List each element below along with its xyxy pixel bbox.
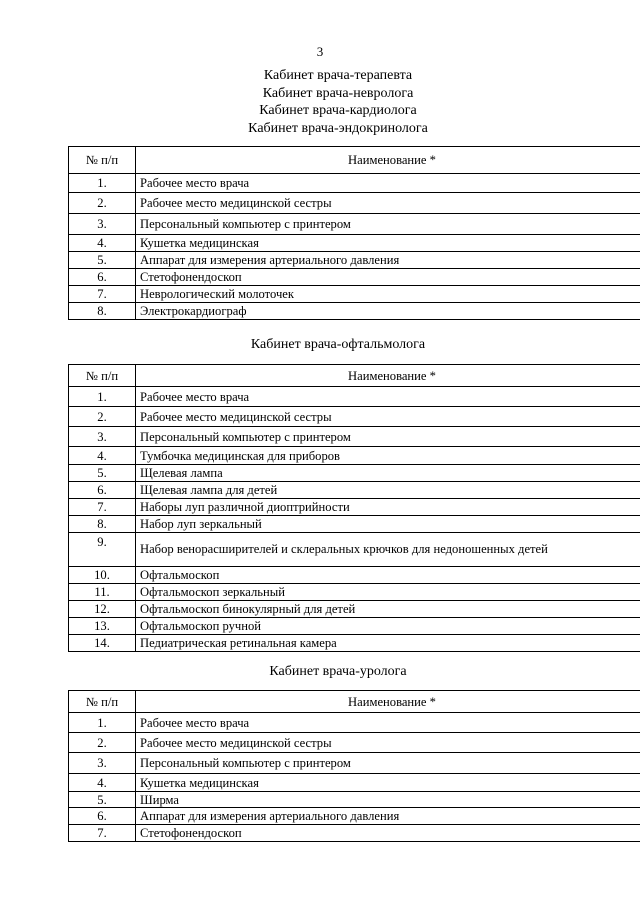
row-name: Тумбочка медицинская для приборов <box>136 447 640 465</box>
row-num: 5. <box>69 792 136 808</box>
row-num: 8. <box>69 303 136 320</box>
row-num: 7. <box>69 825 136 842</box>
table-row <box>69 482 640 499</box>
row-name: Персональный компьютер с принтером <box>136 753 640 774</box>
row-name: Рабочее место врача <box>136 387 640 407</box>
table-row <box>69 516 640 533</box>
table-row <box>69 174 640 193</box>
table-row <box>69 214 640 235</box>
row-name: Неврологический молоточек <box>136 286 640 303</box>
row-name: Набор луп зеркальный <box>136 516 640 533</box>
table-row <box>69 808 640 825</box>
row-name: Щелевая лампа для детей <box>136 482 640 499</box>
table-row <box>69 193 640 214</box>
row-name: Рабочее место медицинской сестры <box>136 407 640 427</box>
header-name: Наименование * <box>136 691 640 713</box>
row-name: Аппарат для измерения артериального давления <box>136 252 640 269</box>
table-row <box>69 733 640 753</box>
page-number: 3 <box>316 44 324 59</box>
table-row <box>69 235 640 252</box>
table-row <box>69 499 640 516</box>
row-num: 3. <box>69 214 136 235</box>
header-num: № п/п <box>69 147 136 174</box>
table-row <box>69 252 640 269</box>
section-title: Кабинет врача-офтальмолога <box>250 337 426 352</box>
row-name: Кушетка медицинская <box>136 774 640 792</box>
row-num: 4. <box>69 447 136 465</box>
header-name: Наименование * <box>136 365 640 387</box>
table-header-row <box>69 147 640 174</box>
row-name: Рабочее место медицинской сестры <box>136 733 640 753</box>
table-row <box>69 427 640 447</box>
row-num: 2. <box>69 733 136 753</box>
table-row <box>69 774 640 792</box>
row-num: 9. <box>69 533 136 567</box>
header-num: № п/п <box>69 365 136 387</box>
row-num: 2. <box>69 407 136 427</box>
row-name: Офтальмоскоп <box>136 567 640 584</box>
table-row <box>69 635 640 652</box>
table-row <box>69 825 640 842</box>
row-name: Педиатрическая ретинальная камера <box>136 635 640 652</box>
table-row <box>69 567 640 584</box>
row-name: Персональный компьютер с принтером <box>136 427 640 447</box>
table-row <box>69 387 640 407</box>
row-name: Стетофонендоскоп <box>136 825 640 842</box>
row-num: 5. <box>69 252 136 269</box>
row-num: 4. <box>69 235 136 252</box>
row-num: 6. <box>69 808 136 825</box>
row-num: 7. <box>69 286 136 303</box>
section-title: Кабинет врача-терапевта <box>263 68 413 83</box>
row-name: Офтальмоскоп ручной <box>136 618 640 635</box>
section-1-titles <box>0 67 640 137</box>
table-row <box>69 533 640 567</box>
row-name: Офтальмоскоп зеркальный <box>136 584 640 601</box>
table-row <box>69 269 640 286</box>
row-num: 5. <box>69 465 136 482</box>
header-name: Наименование * <box>136 147 640 174</box>
row-num: 3. <box>69 753 136 774</box>
table-row <box>69 753 640 774</box>
row-num: 4. <box>69 774 136 792</box>
row-name: Ширма <box>136 792 640 808</box>
section-title: Кабинет врача-уролога <box>269 664 407 679</box>
table-row <box>69 618 640 635</box>
row-num: 13. <box>69 618 136 635</box>
row-num: 12. <box>69 601 136 618</box>
row-num: 1. <box>69 387 136 407</box>
section-title: Кабинет врача-невролога <box>262 85 414 101</box>
table-row <box>69 584 640 601</box>
table-row <box>69 407 640 427</box>
row-name: Аппарат для измерения артериального давления <box>136 808 640 825</box>
equipment-table-ophthalmologist <box>68 364 640 652</box>
table-row <box>69 303 640 320</box>
table-header-row <box>69 691 640 713</box>
section-3-titles <box>0 663 640 681</box>
row-num: 14. <box>69 635 136 652</box>
row-num: 3. <box>69 427 136 447</box>
row-name: Щелевая лампа <box>136 465 640 482</box>
row-name: Персональный компьютер с принтером <box>136 214 640 235</box>
row-num: 1. <box>69 713 136 733</box>
table-row <box>69 465 640 482</box>
row-num: 8. <box>69 516 136 533</box>
row-name: Рабочее место врача <box>136 713 640 733</box>
row-name: Наборы луп различной диоптрийности <box>136 499 640 516</box>
table-row <box>69 447 640 465</box>
equipment-table-urologist <box>68 690 640 842</box>
section-title: Кабинет врача-эндокринолога <box>248 120 428 136</box>
row-num: 6. <box>69 482 136 499</box>
row-name: Рабочее место медицинской сестры <box>136 193 640 214</box>
header-num: № п/п <box>69 691 136 713</box>
equipment-table-therapist <box>68 146 640 320</box>
table-row <box>69 713 640 733</box>
row-num: 7. <box>69 499 136 516</box>
row-name: Кушетка медицинская <box>136 235 640 252</box>
table-row <box>69 792 640 808</box>
section-title: Кабинет врача-кардиолога <box>259 103 417 118</box>
row-num: 6. <box>69 269 136 286</box>
row-num: 1. <box>69 174 136 193</box>
row-num: 11. <box>69 584 136 601</box>
row-name: Набор венорасширителей и склеральных крючков для недоношенных детей <box>136 533 640 567</box>
table-row <box>69 286 640 303</box>
row-name: Стетофонендоскоп <box>136 269 640 286</box>
table-header-row <box>69 365 640 387</box>
section-2-titles <box>0 336 640 354</box>
row-num: 2. <box>69 193 136 214</box>
row-name: Офтальмоскоп бинокулярный для детей <box>136 601 640 618</box>
row-name: Рабочее место врача <box>136 174 640 193</box>
table-row <box>69 601 640 618</box>
row-name: Электрокардиограф <box>136 303 640 320</box>
row-num: 10. <box>69 567 136 584</box>
